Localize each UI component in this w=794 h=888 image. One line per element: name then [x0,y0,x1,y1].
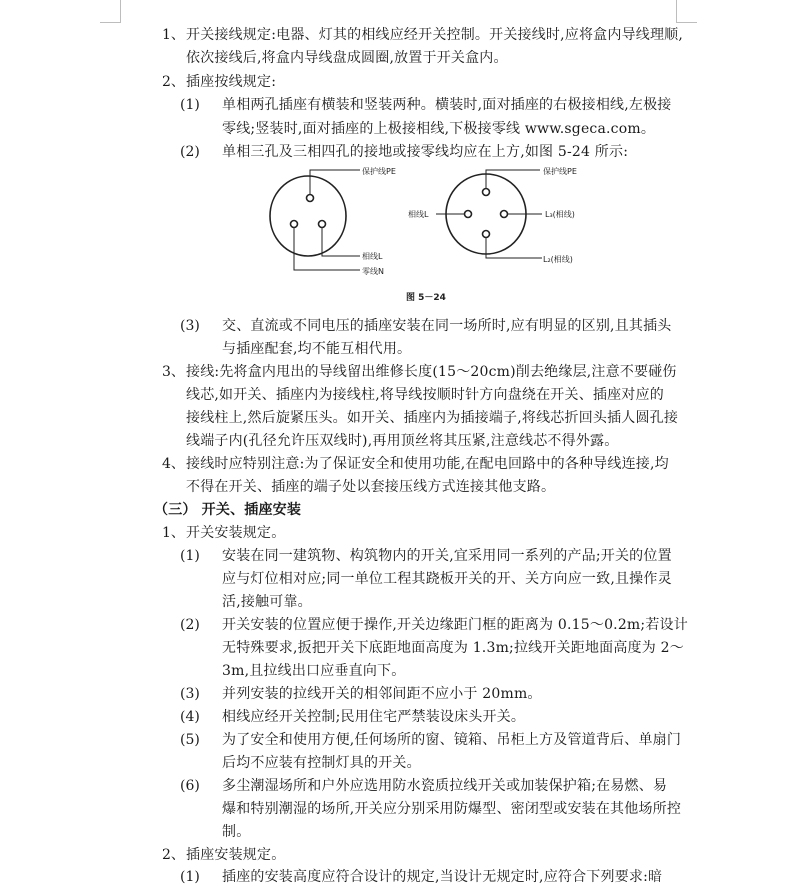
sub-item-number: (2) [180,617,200,633]
section-heading: （三） 开关、插座安装 [154,502,302,518]
paragraph-line: 单相三孔及三相四孔的接地或接零线均应在上方,如图 5-24 所示: [222,144,629,160]
label-l1-right: 相线L [408,210,429,219]
sub-item-number: (2) [180,144,200,160]
paragraph-line: 与插座配套,均不能互相代用。 [222,341,412,357]
sub-item-number: (3) [180,318,200,334]
paragraph-line: 单相两孔插座有横装和竖装两种。横装时,面对插座的右极接相线,左极接 [222,97,672,113]
socket-wiring-diagram [260,158,600,308]
item-title: 开关安装规定。 [186,525,286,541]
paragraph-line: 制。 [222,824,251,840]
item-number: 4、 [162,456,185,472]
paragraph-line: 无特殊要求,扳把开关下底距地面高度为 1.3m;拉线开关距地面高度为 2～ [222,640,684,656]
paragraph-line: 接线时应特别注意:为了保证安全和使用功能,在配电回路中的各种导线连接,均 [186,456,669,472]
paragraph-line: 不得在开关、插座的端子处以套接压线方式连接其他支路。 [186,479,556,495]
item-number: 1、 [162,525,185,541]
paragraph-line: 接线柱上,然后旋紧压头。如开关、插座内为插接端子,将线芯折回头插人圆孔接 [186,410,679,426]
item-number: 2、 [162,847,185,863]
item-number: 3、 [162,364,185,380]
sub-item-number: (4) [180,709,200,725]
label-l-left: 相线L [362,252,383,261]
label-l2-right: L₂(相线) [543,255,573,264]
paragraph-line: 安装在同一建筑物、构筑物内的开关,宜采用同一系列的产品;开关的位置 [222,548,672,564]
label-l3-right: L₃(相线) [545,210,575,219]
figure-caption: 图 5－24 [406,293,446,303]
item-title: 插座安装规定。 [186,847,286,863]
label-n-left: 零线N [362,267,384,276]
paragraph-line: 开关接线规定:电器、灯其的相线应经开关控制。开关接线时,应将盒内导线理顺, [186,27,684,43]
paragraph-line: 爆和特别潮湿的场所,开关应分别采用防爆型、密闭型或安装在其他场所控 [222,801,682,817]
figure-5-24 [260,158,600,308]
paragraph-line: 开关安装的位置应便于操作,开关边缘距门框的距离为 0.15～0.2m;若设计 [222,617,688,633]
crop-mark-top-right [676,0,697,23]
paragraph-line: 后均不应装有控制灯具的开关。 [222,755,421,771]
paragraph-line: 依次接线后,将盒内导线盘成圆圈,放置于开关盒内。 [186,50,508,66]
label-pe-right: 保护线PE [543,167,577,176]
paragraph-line: 多尘潮湿场所和户外应选用防水瓷质拉线开关或加装保护箱;在易燃、易 [222,778,668,794]
sub-item-number: (3) [180,686,200,702]
item-title: 插座按线规定: [186,74,277,90]
paragraph-line: 活,接触可靠。 [222,594,312,610]
paragraph-line: 接线:先将盒内甩出的导线留出维修长度(15～20cm)削去绝缘层,注意不要碰伤 [186,364,677,380]
paragraph-line: 线端子内(孔径允许压双线时),再用顶丝将其压紧,注意线芯不得外露。 [186,433,619,449]
sub-item-number: (1) [180,869,200,885]
paragraph-line: 为了安全和使用方便,任何场所的窗、镜箱、吊柜上方及管道背后、单扇门 [222,732,682,748]
paragraph-line: 插座的安装高度应符合设计的规定,当设计无规定时,应符合下列要求:暗 [222,869,663,885]
paragraph-line: 零线;竖装时,面对插座的上极接相线,下极接零线 www.sgeca.com。 [222,121,656,137]
paragraph-line: 交、直流或不同电压的插座安装在同一场所时,应有明显的区别,且其插头 [222,318,672,334]
crop-mark-top-left [100,0,121,23]
sub-item-number: (5) [180,732,200,748]
sub-item-number: (1) [180,97,200,113]
three-hole-socket [270,170,360,270]
paragraph-line: 相线应经开关控制;民用住宅严禁装设床头开关。 [222,709,526,725]
item-number: 1、 [162,27,185,43]
sub-item-number: (6) [180,778,200,794]
paragraph-line: 3m,且拉线出口应垂直向下。 [222,663,406,679]
item-number: 2、 [162,74,185,90]
label-pe-left: 保护线PE [362,167,396,176]
sub-item-number: (1) [180,548,200,564]
paragraph-line: 应与灯位相对应;同一单位工程其跷板开关的开、关方向应一致,且操作灵 [222,571,672,587]
four-hole-socket [436,170,542,258]
paragraph-line: 线芯,如开关、插座内为接线柱,将导线按顺时针方向盘绕在开关、插座对应的 [186,387,664,403]
paragraph-line: 并列安装的拉线开关的相邻间距不应小于 20mm。 [222,686,542,702]
